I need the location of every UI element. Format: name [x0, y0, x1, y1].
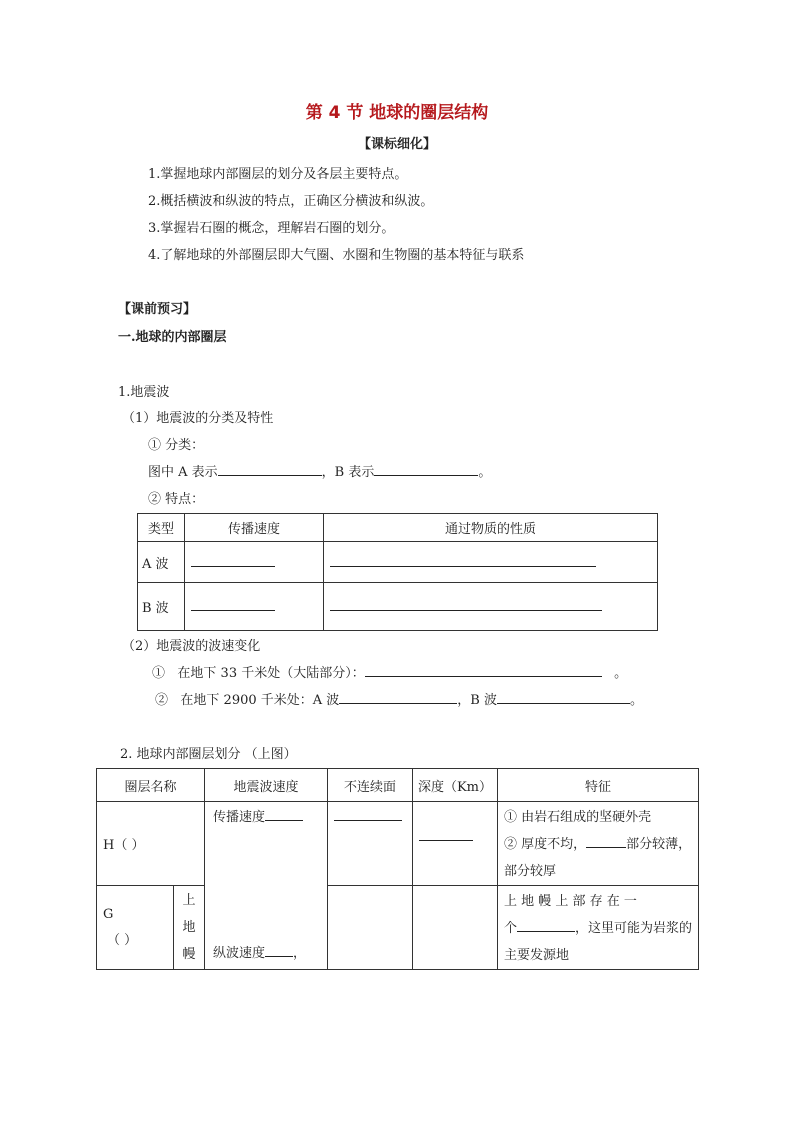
depth-blank[interactable] — [419, 828, 473, 841]
layer-header-name: 圈层名称 — [97, 769, 205, 802]
layer-header-discontinuity: 不连续面 — [328, 769, 413, 802]
change2-label: 在地下 2900 千米处：A 波 — [180, 693, 340, 708]
mantle-feature-2b: ，这里可能为岩浆的 — [575, 921, 693, 936]
layer-h-name: H（ ） — [97, 802, 205, 886]
wave-header-speed: 传播速度 — [185, 514, 324, 542]
g-discontinuity-cell — [328, 886, 413, 970]
layer-header-speed: 地震波速度 — [205, 769, 328, 802]
wave-table — [137, 513, 658, 631]
features-label: ② 特点： — [148, 492, 205, 507]
speed-label-1: 传播速度 — [213, 810, 266, 825]
mantle-feature-1: 上 地 幔 上 部 存 在 一 — [504, 894, 637, 909]
mantle-feature-2a: 个 — [504, 921, 518, 936]
wave-header-property: 通过物质的性质 — [324, 514, 658, 542]
wave-a-property-blank[interactable] — [330, 554, 596, 567]
wave-b-speed-blank[interactable] — [191, 598, 275, 611]
crust-thin-blank[interactable] — [586, 835, 626, 848]
classify-label: ① 分类： — [148, 438, 205, 453]
wave-a-speed-blank[interactable] — [191, 554, 275, 567]
crust-feature-3: 部分较厚 — [504, 864, 557, 879]
subitem-classification: （1）地震波的分类及特性 — [122, 411, 274, 426]
fig-line — [148, 461, 491, 480]
layer-header-feature: 特征 — [498, 769, 699, 802]
wave-row-b: B 波 — [138, 583, 185, 631]
crust-feature-2b: 部分较薄， — [626, 837, 692, 852]
section-heading-interior: 一.地球的内部圈层 — [118, 330, 227, 345]
speed-blank-2[interactable] — [265, 944, 293, 957]
mantle-feature-3: 主要发源地 — [504, 948, 570, 963]
change2-end: 。 — [629, 693, 643, 708]
fig-a-blank[interactable] — [218, 463, 322, 476]
crust-features — [498, 802, 699, 886]
change1-label: 在地下 33 千米处（大陆部分）： — [177, 666, 365, 681]
item-layer-division: 2. 地球内部圈层划分 （上图） — [120, 747, 297, 762]
asthenosphere-blank[interactable] — [517, 919, 575, 932]
change1-blank[interactable] — [365, 664, 602, 677]
change2-b-blank[interactable] — [497, 691, 630, 704]
mantle-features — [498, 886, 699, 970]
objective-3: 3.掌握岩石圈的概念，理解岩石圈的划分。 — [148, 221, 395, 236]
layer-header-depth: 深度（Km） — [413, 769, 498, 802]
layer-g-letter: G — [103, 906, 114, 922]
objective-4: 4.了解地球的外部圈层即大气圈、水圈和生物圈的基本特征与联系 — [148, 248, 525, 263]
discontinuity-blank[interactable] — [334, 808, 402, 821]
crust-feature-2a: ② 厚度不均， — [504, 837, 587, 852]
speed-blank-1[interactable] — [265, 808, 303, 821]
fig-end: 。 — [478, 465, 492, 480]
objective-2: 2.概括横波和纵波的特点，正确区分横波和纵波。 — [148, 194, 434, 209]
section-subtitle: 【课标细化】 — [357, 137, 436, 152]
layer-speed-cell — [205, 802, 328, 970]
change2-a-blank[interactable] — [339, 691, 457, 704]
wave-header-type: 类型 — [138, 514, 185, 542]
g-depth-cell — [413, 886, 498, 970]
layer-g-paren: （ ） — [107, 932, 138, 948]
upper-mantle-label: 上 地 幔 — [174, 886, 205, 970]
fig-b-blank[interactable] — [374, 463, 478, 476]
subitem-velocity-change: （2）地震波的波速变化 — [122, 639, 261, 654]
layer-table — [96, 768, 699, 970]
crust-feature-1: ① 由岩石组成的坚硬外壳 — [504, 810, 652, 825]
objective-1: 1.掌握地球内部圈层的划分及各层主要特点。 — [148, 167, 408, 182]
layer-g-name — [97, 886, 174, 970]
fig-b-label: ，B 表示 — [321, 465, 375, 480]
fig-a-label: 图中 A 表示 — [148, 465, 218, 480]
speed-label-2: 纵波速度 — [213, 946, 266, 961]
preview-heading: 【课前预习】 — [118, 302, 197, 317]
change-line-1 — [152, 662, 627, 681]
wave-row-a: A 波 — [138, 542, 185, 583]
speed-end-2: ， — [293, 946, 307, 961]
item-seismic-wave: 1.地震波 — [118, 385, 170, 400]
change2-num: ② — [155, 693, 169, 708]
change2-mid: ，B 波 — [457, 693, 497, 708]
change1-end: 。 — [614, 666, 628, 681]
wave-b-property-blank[interactable] — [330, 598, 602, 611]
page-title: 第 4 节 地球的圈层结构 — [305, 103, 489, 123]
change-line-2 — [155, 689, 643, 708]
change1-num: ① — [152, 666, 166, 681]
